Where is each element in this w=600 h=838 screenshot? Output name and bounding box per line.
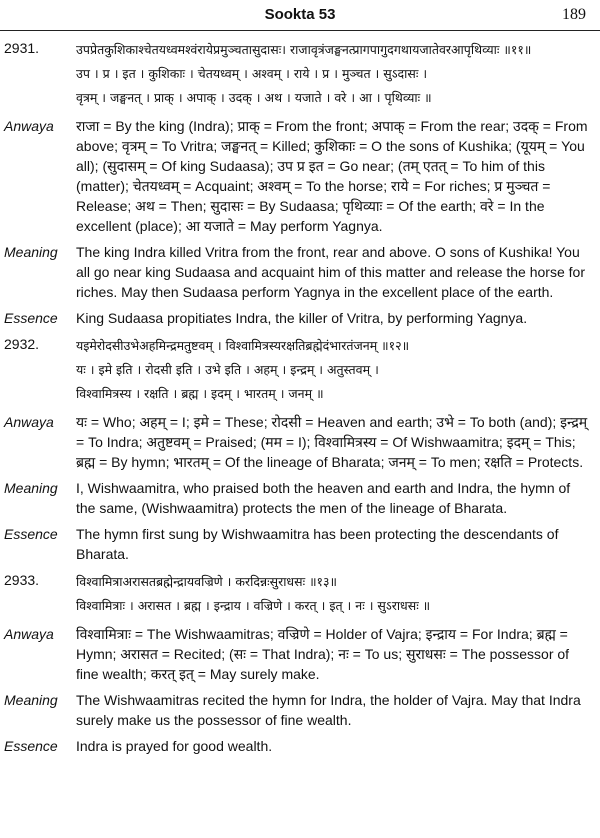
- meaning-text: The king Indra killed Vritra from the front, rear and above. O sons of Kushika! You all go near king Sudaasa and acquaint him of this matter and release the horse for riches. May then Sudaasa perform Yagnya in the excellent place of the earth.: [76, 244, 585, 300]
- anwaya-block: [0, 624, 600, 684]
- header-rule: [0, 30, 600, 31]
- essence-text: The hymn first sung by Wishwaamitra has been protecting the descendants of Bharata.: [76, 526, 559, 562]
- verse-number: 2933.: [4, 572, 40, 588]
- page-number: 189: [562, 6, 586, 23]
- verse-line: यः । इमे इति । रोदसी इति । उभे इति । अहम् । इन्द्रम् । अतुस्तवम् ।: [76, 362, 379, 377]
- essence-block: [0, 524, 600, 564]
- verse-line: उपप्रेतकुशिकाश्चेतयध्वमश्वंरायेप्रमुञ्चतासुदासः। राजावृत्रंजङ्घनत्प्रागपागुदगथायजातेवरआपृथिव्याः ॥११॥: [76, 42, 532, 57]
- verse-line: उप । प्र । इत । कुशिकाः । चेतयध्वम् । अश्वम् । राये । प्र । मुञ्चत । सुऽदासः ।: [76, 66, 428, 81]
- essence-text: King Sudaasa propitiates Indra, the killer of Vritra, by performing Yagnya.: [76, 310, 528, 326]
- meaning-block: [0, 478, 600, 518]
- anwaya-label: Anwaya: [4, 414, 54, 430]
- meaning-block: [0, 690, 600, 730]
- page-header: [0, 6, 600, 26]
- verse-block: [0, 334, 600, 406]
- running-title: Sookta 53: [264, 6, 336, 23]
- essence-label: Essence: [4, 310, 58, 326]
- essence-text: Indra is prayed for good wealth.: [76, 738, 273, 754]
- anwaya-block: [0, 116, 600, 236]
- meaning-text: The Wishwaamitras recited the hymn for Indra, the holder of Vajra. May that Indra surely make us the possessor of fine wealth.: [76, 692, 581, 728]
- verse-line: विश्वामित्राअरासतब्रह्मेन्द्रायवज्रिणे । करदिन्नःसुराधसः ॥१३॥: [76, 574, 338, 589]
- essence-label: Essence: [4, 738, 58, 754]
- anwaya-text: विश्वामित्राः = The Wishwaamitras; वज्रिणे = Holder of Vajra; इन्द्राय = For Indra; ब्रह्म = Hymn; अरासत = Recited; (सः = That Indra); नः = To us; सुराधसः = The possessor of fine wealth; करत् इत् = May surely make.: [76, 626, 570, 682]
- anwaya-label: Anwaya: [4, 626, 54, 642]
- verse-block: [0, 38, 600, 110]
- verse-line: विश्वामित्रस्य । रक्षति । ब्रह्म । इदम् । भारतम् । जनम् ॥: [76, 386, 324, 401]
- essence-block: [0, 736, 600, 756]
- essence-label: Essence: [4, 526, 58, 542]
- verse-number: 2931.: [4, 40, 40, 56]
- meaning-label: Meaning: [4, 692, 58, 708]
- meaning-label: Meaning: [4, 480, 58, 496]
- verse-number: 2932.: [4, 336, 40, 352]
- sanskrit-verse: [76, 38, 590, 110]
- verse-block: [0, 570, 600, 618]
- sanskrit-verse: [76, 334, 590, 406]
- meaning-text: I, Wishwaamitra, who praised both the heaven and earth and Indra, the hymn of the same, (Wishwaamitra) protects the men of the lineage of Bharata.: [76, 480, 571, 516]
- page-content: [0, 38, 600, 762]
- verse-line: विश्वामित्राः । अरासत । ब्रह्म । इन्द्राय । वज्रिणे । करत् । इत् । नः । सुऽराधसः ॥: [76, 598, 431, 613]
- essence-block: [0, 308, 600, 328]
- verse-line: यइमेरोदसीउभेअहमिन्द्रमतुष्टवम् । विश्वामित्रस्यरक्षतिब्रह्मेदंभारतंजनम् ॥१२॥: [76, 338, 410, 353]
- meaning-label: Meaning: [4, 244, 58, 260]
- sanskrit-verse: [76, 570, 590, 618]
- verse-line: वृत्रम् । जङ्घनत् । प्राक् । अपाक् । उदक् । अथ । यजाते । वरे । आ । पृथिव्याः ॥: [76, 90, 432, 105]
- anwaya-text: यः = Who; अहम् = I; इमे = These; रोदसी = Heaven and earth; उभे = To both (and); इन्द्रम् = To Indra; अतुष्टवम् = Praised; (मम = I); विश्वामित्रस्य = Of Wishwaamitra; इदम् = This; ब्रह्म = By hymn; भारतम् = Of the lineage of Bharata; जनम् = To men; रक्षति = Protects.: [76, 414, 588, 470]
- meaning-block: [0, 242, 600, 302]
- anwaya-label: Anwaya: [4, 118, 54, 134]
- anwaya-block: [0, 412, 600, 472]
- anwaya-text: राजा = By the king (Indra); प्राक् = From the front; अपाक् = From the rear; उदक् = From above; वृत्रम् = To Vritra; जङ्घनत् = Killed; कुशिकाः = O the sons of Kushika; (यूयम् = You all); (सुदासम् = Of king Sudaasa); उप प्र इत = Go near; (तम् एतत् = To him of this (matter); चेतयध्वम् = Acquaint; अश्वम् = To the horse; राये = For riches; प्र मुञ्चत = Release; अथ = Then; सुदासः = By Sudaasa; पृथिव्याः = Of the earth; वरे = In the excellent (place); आ यजाते = May perform Yagnya.: [76, 118, 588, 234]
